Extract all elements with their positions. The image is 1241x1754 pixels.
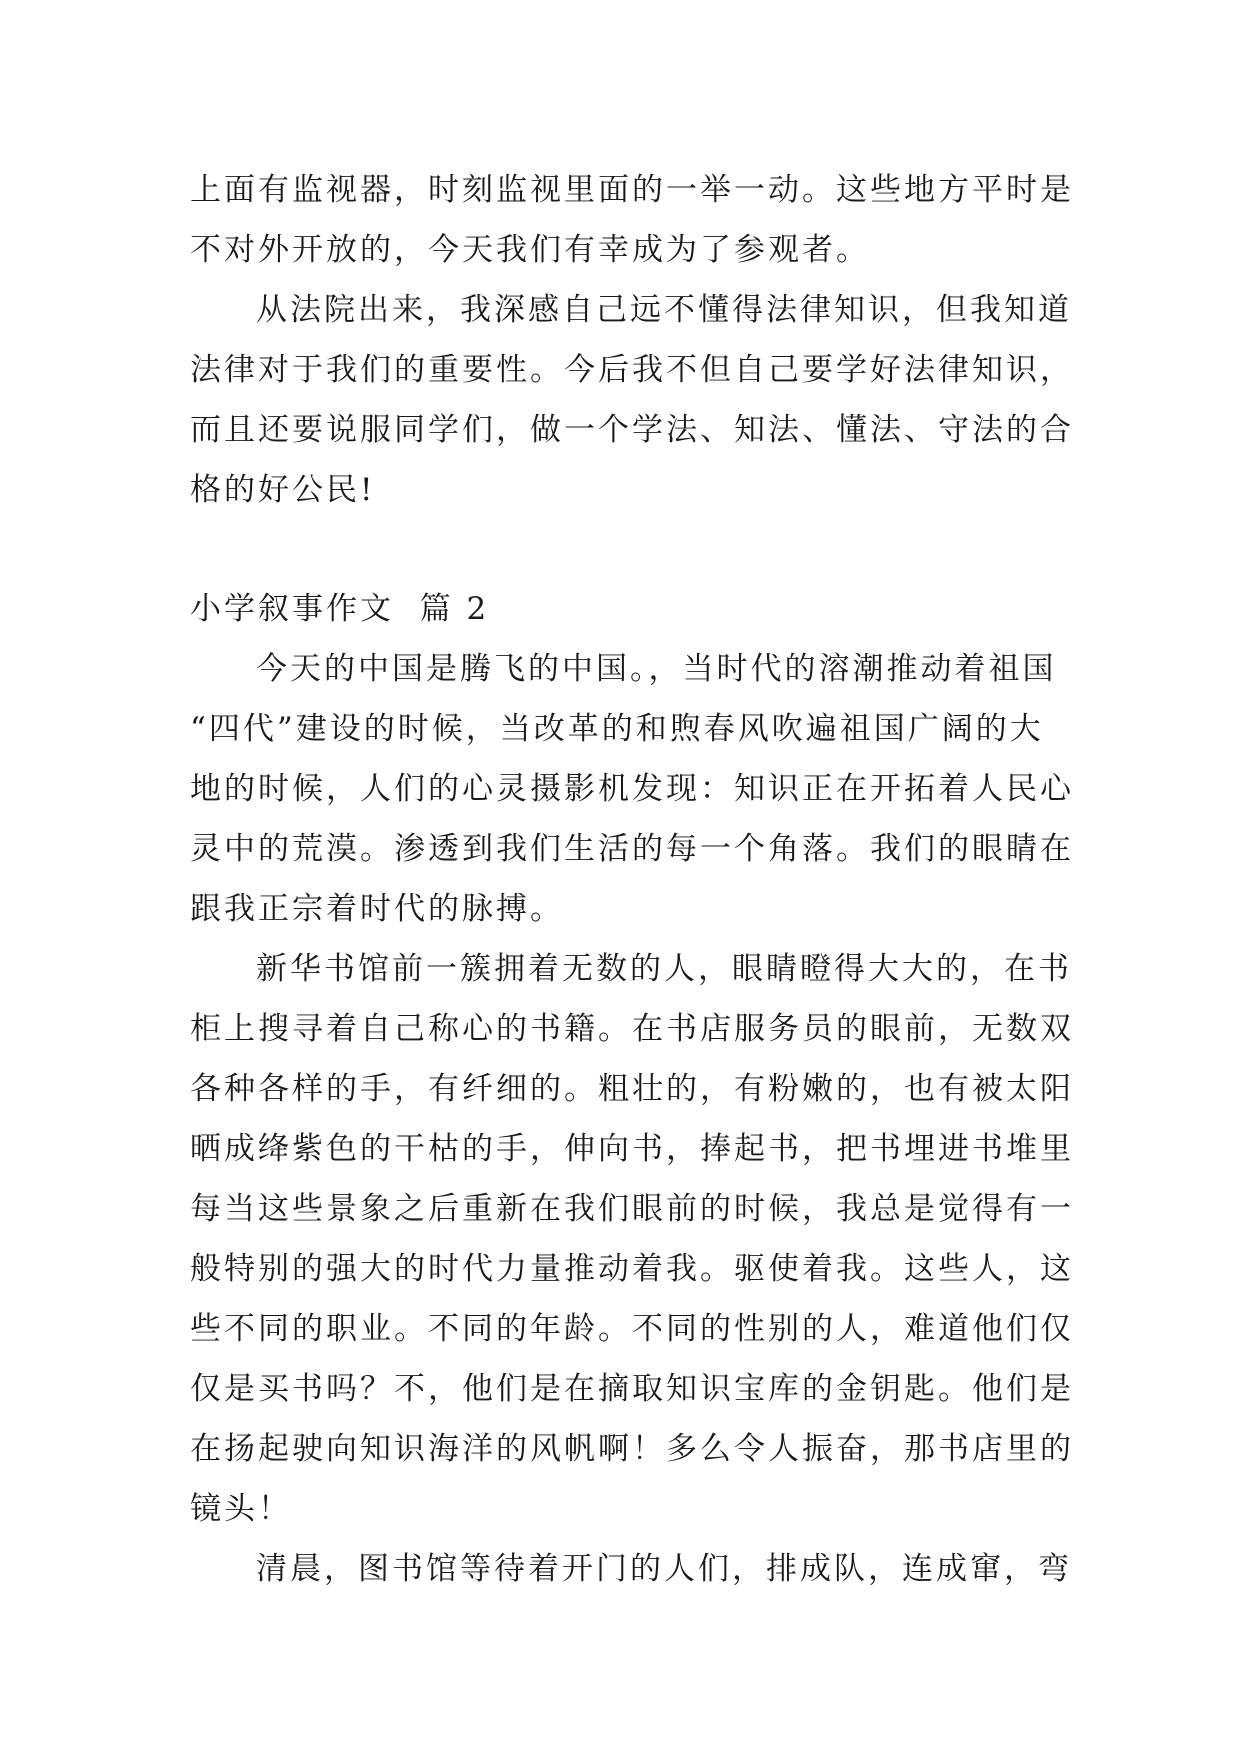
paragraph	[190, 280, 1074, 520]
paragraph	[190, 1539, 1072, 1599]
text-line: 灵中的荒漠。渗透到我们生活的每一个角落。我们的眼睛在	[190, 831, 1074, 867]
text-line: 些不同的职业。不同的年龄。不同的性别的人，难道他们仅	[190, 1311, 1074, 1347]
text-line: 般特别的强大的时代力量推动着我。驱使着我。这些人，这	[190, 1251, 1074, 1287]
text-line: 地的时候，人们的心灵摄影机发现：知识正在开拓着人民心	[190, 771, 1074, 807]
text-line: 新华书馆前一簇拥着无数的人，眼睛瞪得大大的，在书	[256, 951, 1072, 987]
text-line: 今天的中国是腾飞的中国。，当时代的溶潮推动着祖国	[256, 651, 1057, 687]
text-line: 上面有监视器，时刻监视里面的一举一动。这些地方平时是	[190, 172, 1074, 208]
text-line: 不对外开放的，今天我们有幸成为了参观者。	[190, 232, 870, 268]
text-line: 镜头！	[190, 1491, 292, 1527]
text-line: 柜上搜寻着自己称心的书籍。在书店服务员的眼前，无数双	[190, 1011, 1074, 1047]
paragraph	[190, 939, 1074, 1539]
text-line: 而且还要说服同学们，做一个学法、知法、懂法、守法的合	[190, 412, 1074, 448]
text-line: 在扬起驶向知识海洋的风帆啊！多么令人振奋，那书店里的	[190, 1431, 1074, 1467]
text-line: 格的好公民!	[190, 472, 376, 508]
text-line: 法律对于我们的重要性。今后我不但自己要学好法律知识，	[190, 352, 1074, 388]
text-line: “四代”建设的时候，当改革的和煦春风吹遍祖国广阔的大	[190, 711, 1044, 747]
text-line: 晒成绛紫色的干枯的手，伸向书，捧起书，把书埋进书堆里	[190, 1131, 1074, 1167]
text-line: 各种各样的手，有纤细的。粗壮的，有粉嫩的，也有被太阳	[190, 1071, 1074, 1107]
paragraph-continued	[190, 160, 1074, 280]
text-line: 清晨，图书馆等待着开门的人们，排成队，连成窜，弯	[256, 1551, 1072, 1587]
section-heading: 小学叙事作文 篇 2	[190, 591, 490, 627]
paragraph	[190, 639, 1074, 939]
text-line: 仅是买书吗？不，他们是在摘取知识宝库的金钥匙。他们是	[190, 1371, 1074, 1407]
section-spacer	[190, 520, 1060, 579]
text-line: 跟我正宗着时代的脉搏。	[190, 891, 564, 927]
text-line: 每当这些景象之后重新在我们眼前的时候，我总是觉得有一	[190, 1191, 1074, 1227]
text-line: 从法院出来，我深感自己远不懂得法律知识，但我知道	[256, 292, 1072, 328]
document-body	[190, 160, 1074, 1599]
